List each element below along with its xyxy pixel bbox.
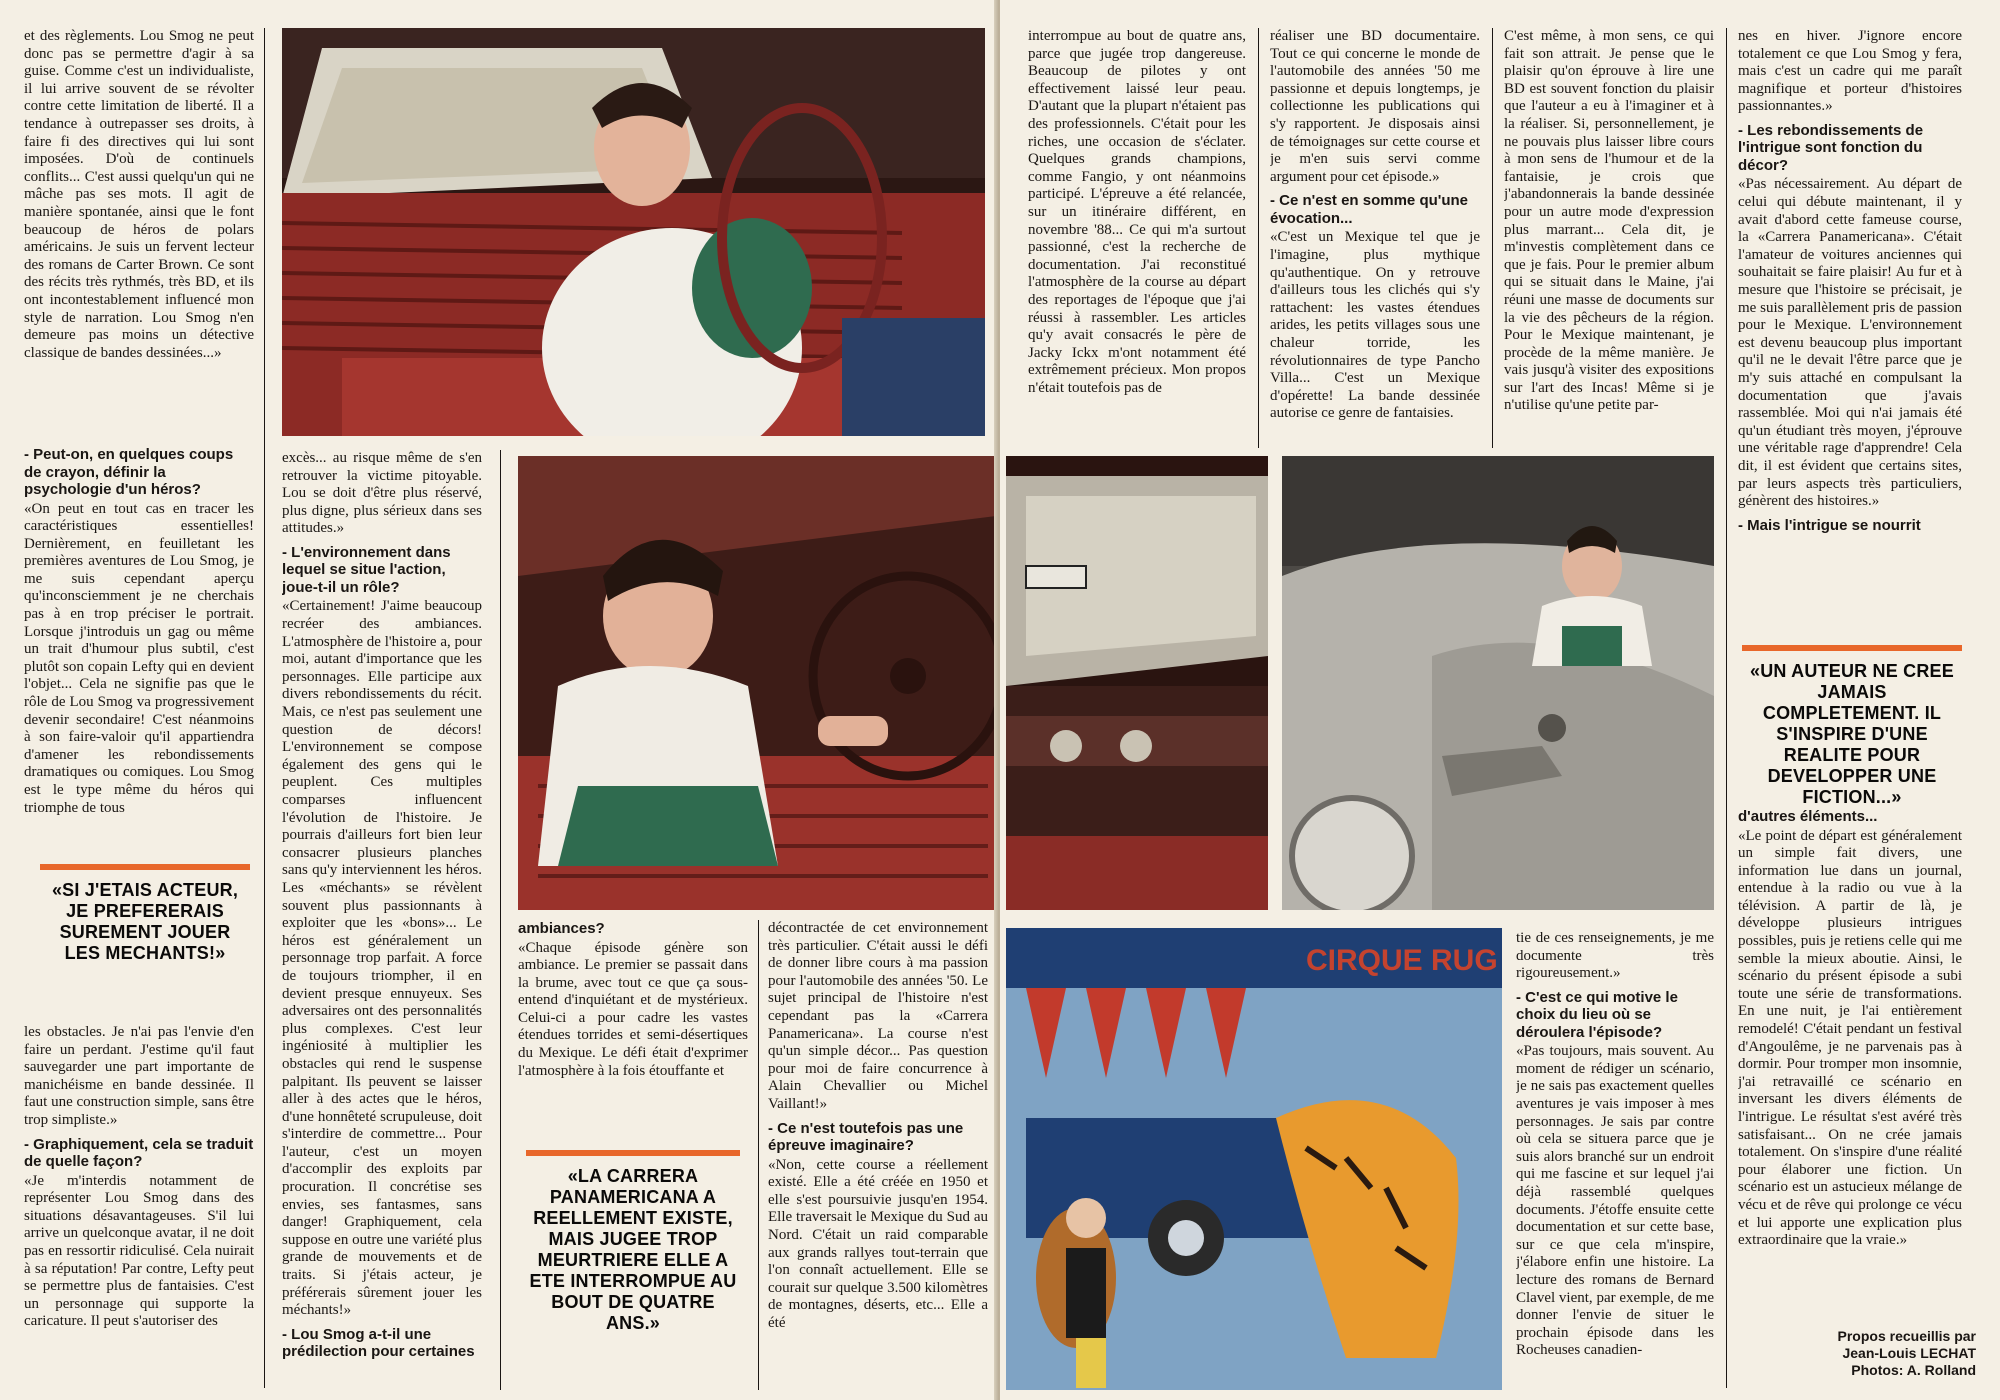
car-interior-top-image — [282, 28, 985, 436]
column-c — [1504, 28, 1714, 448]
driver-image-left-half — [518, 456, 996, 910]
pull-quote-acteur: «SI J'ETAIS ACTEUR, JE PREFERERAIS SUREMENT JOUER LES MECHANTS!» — [40, 864, 250, 964]
colD-text-mid: «Pas nécessairement. Au départ de celui qui débute maintenant, il y avait d'abord cette fameuse course, la «Carrera Panamericana». C'était l'amateur de voitures anciennes qui souhaitait se faire plaisir! Au fur et à mesure que l'histoire se précisait, je me suis parallèlement pris de passion pour le Mexique. L'environnement est devenu beaucoup plus important qu'il ne le devait l'être parce que je m'y suis attaché en compulsant la documentation que j'avais rassemblée. Moi qui n'ai jamais été qu'un étudiant très moyen, j'éprouve une véritable rage d'apprendre! Cela dit, il est évident que certains sites, par leurs aspects très particuliers, génèrent des histoires.» — [1738, 176, 1962, 510]
column-b — [1270, 28, 1480, 448]
colD-text-top: nes en hiver. J'ignore encore totalement ce que Lou Smog y fera, mais c'est un cadre qui me paraît magnifique et porteur d'histoires passionnantes.» — [1738, 28, 1962, 115]
column-divider — [1726, 28, 1727, 1388]
colF-text-end: «Pas toujours, mais souvent. Au moment de rédiger un scénario, je ne sais pas exactement quelles aventures je vais imposer à mes personnages. Je sais par contre où cela se situera parce que je suis alors branché sur un endroit qui me fascine et sur lequel j'ai déjà rassemblé quelques documents. J'étoffe ensuite cette documentation et sur cette base, sur ce que cela m'inspire, j'élabore enfin une histoire. La lecture des romans de Bernard Clavel vient, par exemple, de me donner l'envie de situer le prochain épisode dans les Rocheuses canadien- — [1516, 1043, 1714, 1359]
pull-quote-carrera: «LA CARRERA PANAMERICANA A REELLEMENT EXISTE, MAIS JUGEE TROP MEURTRIERE ELLE A ETE INTERROMPUE AU BOUT DE QUATRE ANS.» — [526, 1150, 740, 1334]
right-page — [1000, 0, 2000, 1400]
left-page — [0, 0, 996, 1400]
credits-photos: Photos: A. Rolland — [1851, 1362, 1976, 1378]
col1-text-top: et des règlements. Lou Smog ne peut donc pas se permettre d'agir à sa guise. Comme c'est un individualiste, il lui arrive souvent de se révolter contre cette limitation de liberté. Il a tendance à outrepasser ses droits, à faire fi des directives qui lui sont imposées. D'où de continuels conflits... C'est aussi quelqu'un qui ne mâche pas ses mots. Il agit de manière spontanée, ainsi que le font beaucoup de héros de polars américains. Je suis un fervent lecteur des romans de Carter Brown. Ce sont des récits très rythmés, très BD, et ils ont incontestablement influencé mon style de narration. Lou Smog n'en demeure pas moins un détective classique de bandes dessinées...» — [24, 28, 254, 361]
pull-quote-auteur: «UN AUTEUR NE CREE JAMAIS COMPLETEMENT. IL S'INSPIRE D'UNE REALITE POUR DEVELOPPER UNE FICTION...» — [1742, 645, 1962, 808]
col2-text-top: excès... au risque même de s'en retrouver la victime pitoyable. Lou se doit d'être plus réservé, plus digne, plus sérieux dans ses attitudes.» — [282, 450, 482, 537]
driver-image-right-half — [1006, 456, 1268, 910]
column-d — [1738, 28, 1962, 628]
credits-line: Propos recueillis par — [1837, 1328, 1976, 1344]
column-divider — [1492, 28, 1493, 448]
colB-text-mid: «C'est un Mexique tel que je l'imagine, plus mythique qu'authentique. On y retrouve d'ailleurs tous les clichés qui s'y rattachent: les vastes étendues arides, les petits villages sous une chaleur torride, les révolutionnaires de type Pancho Villa... C'est un Mexique d'opérette! La bande dessinée autorise ce genre de fantaisies. — [1270, 229, 1480, 422]
colB-text-top: réaliser une BD documentaire. Tout ce qui concerne le monde de l'automobile des années '50 me passionne et depuis longtemps, je collectionne les publications qui s'y rapportent. Je disposais ainsi de témoignages sur cette course et je m'en suis servi comme argument pour cet épisode.» — [1270, 28, 1480, 185]
column-1-mid — [24, 440, 254, 838]
column-divider — [758, 920, 759, 1390]
col1-text-end: «Je m'interdis notamment de représenter Lou Smog dans des situations désavantageuses. S'il lui arrive un quelconque avatar, il ne doit pas en ressortir ridiculisé. Cela nuirait à sa réputation! Par contre, Lefty peut se permettre plus de fantaisies. C'est un personnage qui supporte la caricature. Il peut s'autoriser des — [24, 1172, 254, 1330]
column-a — [1028, 28, 1246, 448]
comic-panel-tiger — [1006, 928, 1502, 1390]
photo-dusty-car — [1282, 456, 1714, 910]
col1-text-mid: «On peut en tout cas en tracer les caractéristiques essentielles! Dernièrement, en feuilletant les premières aventures de Lou Smog, je me suis cependant aperçu qu'inconsciemment je ne cherchais pas à en trop préciser le portrait. Lorsque j'introduis un gag ou même un trait d'humour plus subtil, c'est plutôt son copain Lefty qui en devient l'objet... Cela ne signifie pas que le rôle de Lou Smog va progressivement devenir secondaire! C'est néanmoins à son faire-valoir qu'il appartiendra d'amener les rebondissements dramatiques ou comiques. Lou Smog est le type même du héros qui triomphe de tous — [24, 500, 254, 816]
col3-text: «Chaque épisode génère son ambiance. Le premier se passait dans la brume, avec tout ce que ça sous-entend d'inquiétant et de mystérieux. Celui-ci a pour cadre les vastes étendues torrides et semi-désertiques du Mexique. Le défi était d'exprimer l'atmosphère à la fois étouffante et — [518, 939, 748, 1079]
question-heading: - Ce n'est toutefois pas une épreuve imaginaire? — [768, 1119, 964, 1155]
question-heading: - Les rebondissements de l'intrigue sont fonction du décor? — [1738, 121, 1924, 174]
question-heading: - Graphiquement, cela se traduit de quelle façon? — [24, 1135, 254, 1171]
colC-text: C'est même, à mon sens, ce qui fait son attrait. Je pense que le plaisir qu'on éprouve à lire une BD est souvent fonction du plaisir que l'auteur a eu à l'imaginer et à la réaliser. Si, personnellement, je ne pouvais plus laisser libre cours à mon sens de l'humour et de la fantaisie, je crois que j'abandonnerais la bande dessinée pour un autre mode d'expression plus marrant... Cela dit, je m'investis complètement dans ce que je fais. Pour le premier album qui se situait dans le Maine, j'ai réuni une masse de documents sur la vie des pêcheurs de la région. Pour le Mexique maintenant, je procède de la même manière. Je vais jusqu'à visiter des expositions sur l'art des Incas! Même si je n'utilise qu'une petite par- — [1504, 28, 1714, 414]
column-f — [1516, 930, 1714, 1390]
question-heading: - Mais l'intrigue se nourrit — [1738, 516, 1921, 534]
column-1 — [24, 28, 254, 436]
column-4 — [768, 920, 988, 1390]
photo-dashboard — [1006, 456, 1268, 910]
comic-illustration — [1006, 928, 1502, 1390]
photo-driver-steering-wheel — [518, 456, 996, 910]
colE-text: décontractée de cet environnement très particulier. C'était aussi le défi de donner libre cours à ma passion pour l'automobile des années '50. Le sujet principal de l'histoire n'est cependant pas la «Carrera Panamericana». La course n'est qu'un simple décor... Pas question pour moi de faire concurrence à Alain Chevallier ou Michel Vaillant!» — [768, 920, 988, 1112]
question-heading: ambiances? — [518, 920, 605, 937]
column-divider — [1258, 28, 1259, 448]
colA-text: interrompue au bout de quatre ans, parce que jugée trop dangereuse. Beaucoup de pilotes y ont effectivement laissé leur peau. D'autant que la plupart n'étaient pas des professionnels. C'était pour les riches, une occasion de s'éclater. Quelques grands champions, comme Fangio, y ont néanmoins participé. L'épreuve a été relancée, sur un itinéraire différent, en novembre '88... Ce qui m'a surtout passionné, c'est la recherche de documentation. J'ai reconstitué l'atmosphère de la course au départ des reportages de l'époque que j'ai réussi à rassembler. Les articles qu'y avait consacrés le père de Jacky Ickx m'ont notamment été extrêmement précieux. Mon propos n'était toutefois pas de — [1028, 28, 1246, 396]
credits-author: Jean-Louis LECHAT — [1842, 1345, 1976, 1361]
colF-text: tie de ces renseignements, je me documente très rigoureusement.» — [1516, 930, 1714, 982]
question-heading: - Peut-on, en quelques coups de crayon, définir la psychologie d'un héros? — [24, 446, 234, 498]
colD-text-end: «Le point de départ est généralement un simple fait divers, une information lue dans un journal, entendue à la radio ou vue à la télévision. A partir de là, je développe plusieurs intrigues possibles, puis je retiens celle qui me semble la mieux aboutie. Ainsi, le scénario du présent épisode a subi toute une série de transformations. En une nuit, je l'ai entièrement remodelé! C'était pendant un festival d'Angoulême, je ne parvenais pas à dormir. Pour tromper mon insomnie, j'ai retravaillé ce scénario en inversant les divers éléments de l'intrigue. Le résultat s'est avéré très satisfaisant... On ne crée jamais totalement. On s'inspire d'une réalité pour élaborer une fiction. Un scénario est un astucieux mélange de vécu et de rêve qui prolonge ce vécu et lui apporte une explication plus extraordinaire que la vraie.» — [1738, 827, 1962, 1249]
col1-text-bottom: les obstacles. Je n'ai pas l'envie d'en faire un perdant. J'estime qu'il faut sauvegarder une part importante de manichéisme en bande dessinée. Il faut une construction simple, sans être trop simpliste.» — [24, 1024, 254, 1128]
photo-car-interior-top — [282, 28, 985, 436]
column-d-bottom — [1738, 808, 1962, 1368]
question-heading: - C'est ce qui motive le choix du lieu où se déroulera l'épisode? — [1516, 988, 1678, 1041]
column-1-bottom — [24, 1024, 254, 1392]
col2-text-mid: «Certainement! J'aime beaucoup recréer des ambiances. L'atmosphère de l'histoire a, pour moi, autant d'importance que les personnages. Elle participe aux divers rebondissements du récit. Mais, ce n'est pas seulement une question de décors! L'environnement se compose également des gens qui le peuplent. Ces multiples comparses influencent l'évolution de l'histoire. Je pourrais d'ailleurs fort bien leur consacrer plusieurs planches sans qu'y interviennent les héros. Les «méchants» se révèlent souvent plus passionnants à exploiter que les «bons»... Le héros est généralement un personnage trop parfait. A force de toujours triompher, il en devient presque ennuyeux. Ses adversaires ont des personnalités plus complexes. C'est leur ingéniosité à multiplier les obstacles qui rend le suspense palpitant. Ils peuvent se laisser aller à des actes que le héros, d'une honnêteté scrupuleuse, doit s'interdire de commettre... Pour l'auteur, c'est un moyen d'accomplir des exploits par procuration. Il concrétise ses envies, ses fantasmes, sans danger! Graphiquement, cela suppose en outre une variété plus grande de mouvements et de traits. Si j'étais acteur, je préférerais sûrement jouer les méchants!» — [282, 598, 482, 1319]
column-3 — [518, 920, 748, 1170]
question-heading: - L'environnement dans lequel se situe l'action, joue-t-il un rôle? — [282, 543, 451, 596]
column-divider — [264, 28, 265, 1388]
colE-text-end: «Non, cette course a réellement existé. Elle a été créée en 1950 et elle s'est poursuivie jusqu'en 1954. Elle traversait le Mexique du Sud au Nord. C'était un raid comparable aux grands rallyes tout-terrain que l'on connaît actuellement. Elle se courait sur quelque 3.500 kilomètres de montagnes, déserts, etc... Elle a été — [768, 1156, 988, 1331]
question-heading: - Lou Smog a-t-il une prédilection pour certaines — [282, 1325, 475, 1361]
question-heading: - Ce n'est en somme qu'une évocation... — [1270, 192, 1469, 227]
circus-sign: CIRQUE RUG — [1306, 944, 1498, 977]
question-heading: d'autres éléments... — [1738, 808, 1878, 825]
dusty-car-image — [1282, 456, 1714, 910]
column-divider — [500, 450, 501, 1390]
photo-credits — [1760, 1328, 1976, 1379]
column-2 — [282, 450, 482, 1390]
